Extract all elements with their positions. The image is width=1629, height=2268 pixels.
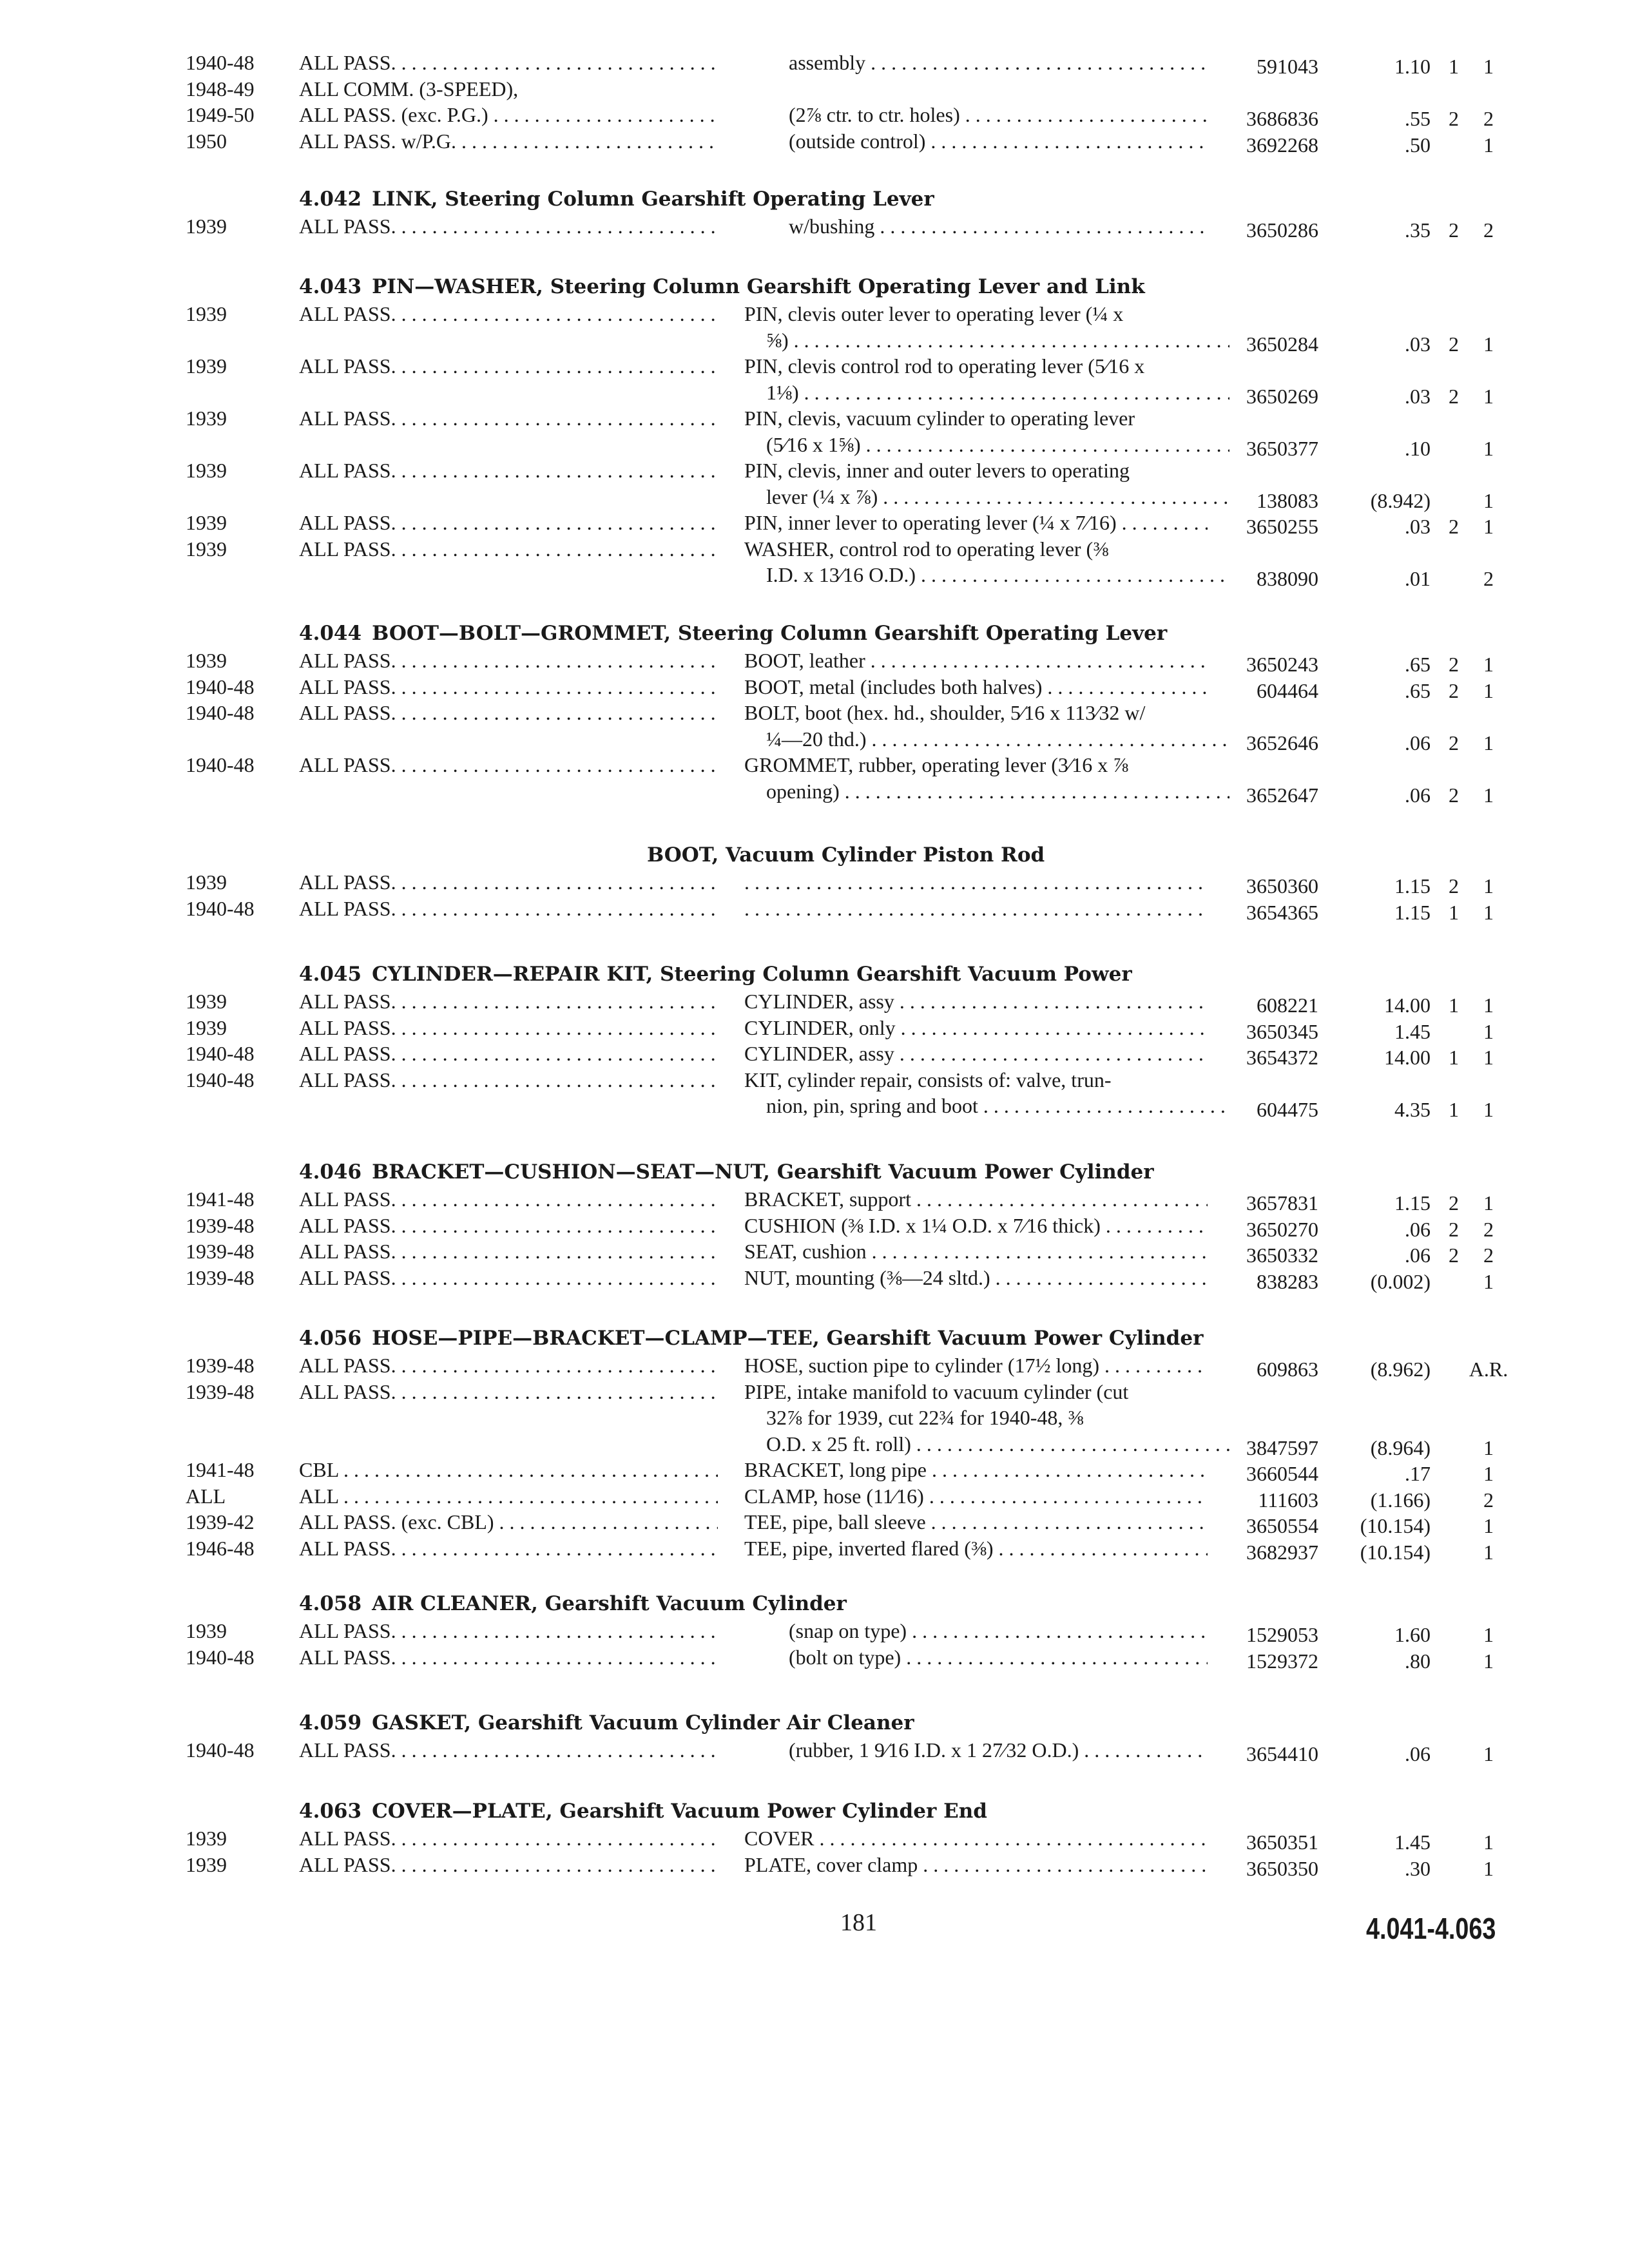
row-model: ALL PASS. . . .	[299, 753, 718, 777]
section-heading	[299, 621, 1167, 646]
row-description: BRACKET, support . . .	[744, 1187, 1208, 1211]
quantity-a: 2	[1449, 678, 1459, 702]
row-year: 1941-48	[186, 1458, 255, 1481]
row-year: 1939	[186, 354, 227, 378]
part-number: 3847597	[1246, 1436, 1318, 1459]
section-title: BOOT—BOLT—GROMMET,	[372, 622, 671, 645]
row-year: 1939-48	[186, 1213, 255, 1237]
row-model: ALL PASS. . . .	[299, 1738, 718, 1762]
row-year: 1950	[186, 129, 227, 153]
quantity-b: 1	[1483, 515, 1494, 538]
section-heading	[299, 1711, 914, 1735]
row-model: ALL PASS. . . .	[299, 1239, 718, 1264]
part-number: 138083	[1257, 488, 1318, 512]
part-number: 3650332	[1246, 1244, 1318, 1267]
row-model: ALL PASS. . . .	[299, 1852, 718, 1877]
row-year: 1939	[186, 1015, 227, 1039]
row-model: ALL PASS. . . .	[299, 1265, 718, 1290]
row-model: ALL PASS. . . .	[299, 675, 718, 699]
part-number: 591043	[1257, 55, 1318, 78]
quantity-a: 1	[1449, 900, 1459, 924]
row-description: BOOT, metal (includes both halves) . . .	[744, 675, 1208, 699]
row-description: PIN, clevis outer lever to operating lever (¼ x	[744, 302, 1124, 325]
row-model: ALL PASS. . . .	[299, 1213, 718, 1238]
row-year: 1949-50	[186, 103, 255, 126]
row-description-cont: ¼—20 thd.) . . .	[766, 727, 1229, 751]
row-year: 1939	[186, 302, 227, 325]
part-number: 3650350	[1246, 1856, 1318, 1880]
row-model: ALL PASS. . . .	[299, 354, 718, 378]
quantity-b: 1	[1483, 1098, 1494, 1121]
row-year: 1940-48	[186, 675, 255, 698]
part-number: 3652646	[1246, 731, 1318, 754]
row-description: BOOT, leather . . .	[744, 648, 1208, 673]
page-number: 181	[840, 1909, 877, 1936]
quantity-b: 1	[1483, 1269, 1494, 1293]
part-number: 3654365	[1246, 900, 1318, 924]
row-model: ALL PASS. . . .	[299, 1353, 718, 1378]
row-model: ALL PASS. (exc. P.G.) . . .	[299, 102, 718, 127]
row-model: ALL PASS. . . .	[299, 302, 718, 326]
list-price: 1.45	[1394, 1019, 1431, 1043]
list-price: .03	[1405, 515, 1431, 538]
section-title: AIR CLEANER,	[372, 1592, 538, 1615]
row-model: ALL PASS. . . .	[299, 989, 718, 1014]
row-description: (bolt on type) . . .	[789, 1645, 1208, 1669]
row-year: 1939	[186, 459, 227, 482]
row-description: HOSE, suction pipe to cylinder (17½ long) . . .	[744, 1353, 1208, 1378]
part-number: 3650286	[1246, 218, 1318, 242]
part-number: 3654372	[1246, 1046, 1318, 1069]
row-description-cont: 1⅛) . . .	[766, 380, 1229, 405]
row-model: ALL COMM. (3-SPEED),	[299, 77, 519, 101]
quantity-b: 1	[1483, 994, 1494, 1017]
section-subtitle: Gearshift Vacuum Cylinder	[545, 1592, 847, 1615]
part-number: 3650351	[1246, 1831, 1318, 1854]
list-price: 14.00	[1384, 994, 1431, 1017]
part-number: 1529372	[1246, 1649, 1318, 1673]
list-price: .80	[1405, 1649, 1431, 1673]
quantity-b: 1	[1483, 1831, 1494, 1854]
quantity-b: 1	[1483, 1046, 1494, 1069]
part-number: 3654410	[1246, 1742, 1318, 1765]
part-number: 838283	[1257, 1269, 1318, 1293]
row-description: assembly . . .	[789, 50, 1208, 75]
list-price: .06	[1405, 783, 1431, 807]
section-heading	[299, 274, 1145, 299]
quantity-a: 2	[1449, 384, 1459, 408]
part-number: 3686836	[1246, 107, 1318, 130]
section-subtitle: Steering Column Gearshift Operating Lever	[677, 622, 1168, 645]
row-model: ALL PASS. . . .	[299, 1068, 718, 1092]
part-number: 609863	[1257, 1358, 1318, 1381]
row-description: w/bushing . . .	[789, 214, 1208, 238]
section-number: 4.044	[299, 622, 362, 645]
row-model: CBL . . .	[299, 1457, 718, 1482]
section-heading	[299, 1799, 987, 1823]
list-price: .55	[1405, 107, 1431, 130]
part-number: 111603	[1258, 1488, 1318, 1512]
section-heading	[299, 187, 934, 211]
section-number: 4.042	[299, 187, 362, 211]
list-price: .01	[1405, 567, 1431, 590]
row-model: ALL PASS. . . .	[299, 1536, 718, 1561]
quantity-a: 2	[1449, 783, 1459, 807]
list-price: .03	[1405, 332, 1431, 356]
list-price: 4.35	[1394, 1098, 1431, 1121]
section-title: HOSE—PIPE—BRACKET—CLAMP—TEE,	[372, 1327, 820, 1350]
quantity-a: 2	[1449, 874, 1459, 898]
list-price: .50	[1405, 133, 1431, 157]
list-price: (8.942)	[1370, 488, 1431, 512]
quantity-b: 1	[1483, 384, 1494, 408]
list-price: 1.45	[1394, 1831, 1431, 1854]
quantity-a: 2	[1449, 107, 1459, 130]
quantity-a: 2	[1449, 731, 1459, 754]
row-year: ALL	[186, 1484, 226, 1508]
list-price: .65	[1405, 678, 1431, 702]
section-number: 4.046	[299, 1160, 362, 1184]
quantity-b: 1	[1483, 1514, 1494, 1537]
part-number: 3650270	[1246, 1217, 1318, 1241]
row-description-cont: (5⁄16 x 1⅝) . . .	[766, 432, 1229, 457]
row-year: 1939	[186, 1852, 227, 1876]
section-number: 4.059	[299, 1711, 362, 1735]
quantity-b: 1	[1483, 1540, 1494, 1564]
row-description-cont: O.D. x 25 ft. roll) . . .	[766, 1432, 1229, 1456]
part-number: 3650269	[1246, 384, 1318, 408]
quantity-b: 1	[1483, 436, 1494, 460]
list-price: 1.15	[1394, 1191, 1431, 1215]
row-year: 1940-48	[186, 51, 255, 74]
section-subtitle: Vacuum Cylinder Piston Rod	[726, 843, 1045, 867]
section-heading	[647, 843, 1045, 867]
row-model: ALL PASS. . . .	[299, 1826, 718, 1850]
part-number: 3650345	[1246, 1019, 1318, 1043]
row-model: ALL PASS. (exc. CBL) . . .	[299, 1510, 718, 1534]
list-price: 1.60	[1394, 1623, 1431, 1646]
row-year: 1939	[186, 407, 227, 430]
row-model: ALL PASS. w/P.G. . . .	[299, 129, 718, 153]
quantity-b: 1	[1483, 1436, 1494, 1459]
quantity-b: 1	[1483, 332, 1494, 356]
part-number: 608221	[1257, 994, 1318, 1017]
row-year: 1939-48	[186, 1240, 255, 1263]
section-subtitle: Gearshift Vacuum Power Cylinder	[776, 1160, 1154, 1184]
row-year: 1939-42	[186, 1510, 255, 1533]
quantity-a: 2	[1449, 653, 1459, 676]
row-description-cont: 32⅞ for 1939, cut 22¾ for 1940-48, ⅜	[766, 1406, 1084, 1429]
row-model: ALL PASS. . . .	[299, 50, 718, 75]
row-model: ALL PASS. . . .	[299, 1619, 718, 1643]
quantity-a: 2	[1449, 515, 1459, 538]
part-number: 604464	[1257, 678, 1318, 702]
section-subtitle: Gearshift Vacuum Power Cylinder End	[559, 1800, 987, 1823]
quantity-b: 1	[1483, 900, 1494, 924]
quantity-b: 1	[1483, 874, 1494, 898]
part-number: 604475	[1257, 1098, 1318, 1121]
quantity-a: 2	[1449, 1191, 1459, 1215]
quantity-a: 1	[1449, 994, 1459, 1017]
row-year: 1946-48	[186, 1536, 255, 1560]
list-price: (1.166)	[1370, 1488, 1431, 1512]
part-number: 3657831	[1246, 1191, 1318, 1215]
row-description-cont: ⅝) . . .	[766, 328, 1229, 352]
section-subtitle: Gearshift Vacuum Cylinder Air Cleaner	[477, 1711, 914, 1735]
row-year: 1940-48	[186, 1068, 255, 1091]
row-description: TEE, pipe, inverted flared (⅜) . . .	[744, 1536, 1208, 1561]
quantity-a: 2	[1449, 1244, 1459, 1267]
section-heading	[299, 1160, 1154, 1184]
quantity-b: 2	[1483, 1488, 1494, 1512]
row-year: 1948-49	[186, 77, 255, 101]
row-description: PIN, clevis, inner and outer levers to operating	[744, 459, 1130, 482]
list-price: 1.10	[1394, 55, 1431, 78]
section-number: 4.058	[299, 1592, 362, 1615]
row-year: 1940-48	[186, 1042, 255, 1065]
row-description: COVER . . .	[744, 1826, 1208, 1850]
row-description: PLATE, cover clamp . . .	[744, 1852, 1208, 1877]
section-number: 4.056	[299, 1327, 362, 1350]
part-number: 3650377	[1246, 436, 1318, 460]
quantity-b: 1	[1483, 678, 1494, 702]
row-model: ALL PASS. . . .	[299, 1015, 718, 1040]
row-description: PIN, clevis, vacuum cylinder to operating lever	[744, 407, 1135, 430]
quantity-b: A.R.	[1469, 1358, 1509, 1381]
quantity-b: 2	[1483, 567, 1494, 590]
row-model: ALL PASS. . . .	[299, 1645, 718, 1669]
section-heading	[299, 1591, 847, 1616]
quantity-b: 1	[1483, 488, 1494, 512]
list-price: .03	[1405, 384, 1431, 408]
section-number: 4.043	[299, 275, 362, 298]
quantity-b: 1	[1483, 1742, 1494, 1765]
part-number: 3650360	[1246, 874, 1318, 898]
section-title: GASKET,	[372, 1711, 472, 1735]
row-model: ALL PASS. . . .	[299, 1187, 718, 1211]
row-model: ALL PASS. . . .	[299, 458, 718, 483]
part-number: 3650255	[1246, 515, 1318, 538]
list-price: (8.962)	[1370, 1358, 1431, 1381]
row-year: 1940-48	[186, 1645, 255, 1669]
quantity-a: 2	[1449, 1217, 1459, 1241]
row-description: CLAMP, hose (11⁄16) . . .	[744, 1484, 1208, 1508]
row-model: ALL PASS. . . .	[299, 870, 718, 894]
row-year: 1940-48	[186, 896, 255, 920]
list-price: (0.002)	[1370, 1269, 1431, 1293]
row-description: (snap on type) . . .	[789, 1619, 1208, 1643]
section-title: BOOT,	[647, 843, 719, 867]
section-heading	[299, 962, 1132, 986]
section-title: BRACKET—CUSHION—SEAT—NUT,	[372, 1160, 770, 1184]
row-model: ALL . . .	[299, 1484, 718, 1508]
quantity-b: 1	[1483, 1623, 1494, 1646]
row-model: ALL PASS. . . .	[299, 1379, 718, 1404]
section-heading	[299, 1326, 1203, 1350]
quantity-b: 1	[1483, 1019, 1494, 1043]
row-description: CUSHION (⅜ I.D. x 1¼ O.D. x 7⁄16 thick) . . .	[744, 1213, 1208, 1238]
section-number: 4.045	[299, 963, 362, 986]
quantity-a: 1	[1449, 1046, 1459, 1069]
row-model: ALL PASS. . . .	[299, 896, 718, 921]
row-description: PIPE, intake manifold to vacuum cylinder (cut	[744, 1379, 1129, 1403]
row-year: 1939	[186, 870, 227, 894]
part-number: 3682937	[1246, 1540, 1318, 1564]
row-year: 1939	[186, 1827, 227, 1850]
list-price: (10.154)	[1360, 1514, 1431, 1537]
row-year: 1939-48	[186, 1379, 255, 1403]
list-price: .35	[1405, 218, 1431, 242]
quantity-b: 1	[1483, 1856, 1494, 1880]
quantity-b: 2	[1483, 1244, 1494, 1267]
row-description: CYLINDER, assy . . .	[744, 1041, 1208, 1066]
section-title: LINK,	[372, 187, 438, 211]
row-description-cont: nion, pin, spring and boot . . .	[766, 1093, 1229, 1118]
row-model: ALL PASS. . . .	[299, 1041, 718, 1066]
part-number: 3650284	[1246, 332, 1318, 356]
part-number: 3660544	[1246, 1462, 1318, 1485]
quantity-b: 1	[1483, 55, 1494, 78]
part-number: 3650243	[1246, 653, 1318, 676]
row-description: NUT, mounting (⅜—24 sltd.) . . .	[744, 1265, 1208, 1290]
row-description: BRACKET, long pipe . . .	[744, 1457, 1208, 1482]
row-description: BOLT, boot (hex. hd., shoulder, 5⁄16 x 113⁄32 w/	[744, 701, 1146, 724]
row-description: SEAT, cushion . . .	[744, 1239, 1208, 1264]
quantity-b: 1	[1483, 1649, 1494, 1673]
quantity-b: 2	[1483, 107, 1494, 130]
row-description: (2⅞ ctr. to ctr. holes) . . .	[789, 102, 1208, 127]
section-title: COVER—PLATE,	[372, 1800, 553, 1823]
row-description: PIN, inner lever to operating lever (¼ x 7⁄16) . . .	[744, 510, 1208, 535]
row-year: 1939	[186, 537, 227, 561]
list-price: .06	[1405, 731, 1431, 754]
list-price: .06	[1405, 1244, 1431, 1267]
quantity-b: 2	[1483, 218, 1494, 242]
section-subtitle: Steering Column Gearshift Operating Lever and Link	[550, 275, 1145, 298]
list-price: 14.00	[1384, 1046, 1431, 1069]
row-description-cont: I.D. x 13⁄16 O.D.) . . .	[766, 562, 1229, 587]
list-price: (10.154)	[1360, 1540, 1431, 1564]
row-description	[744, 896, 1208, 921]
row-model: ALL PASS. . . .	[299, 510, 718, 535]
list-price: .17	[1405, 1462, 1431, 1485]
list-price: .10	[1405, 436, 1431, 460]
quantity-b: 1	[1483, 783, 1494, 807]
row-model: ALL PASS. . . .	[299, 648, 718, 673]
list-price: .30	[1405, 1856, 1431, 1880]
row-description: KIT, cylinder repair, consists of: valve, trun-	[744, 1068, 1112, 1091]
row-description: WASHER, control rod to operating lever (⅜	[744, 537, 1109, 561]
row-description: GROMMET, rubber, operating lever (3⁄16 x ⅞	[744, 753, 1129, 776]
quantity-b: 1	[1483, 1462, 1494, 1485]
section-title: PIN—WASHER,	[372, 275, 543, 298]
row-year: 1940-48	[186, 1738, 255, 1762]
row-description: CYLINDER, only . . .	[744, 1015, 1208, 1040]
row-year: 1939	[186, 1619, 227, 1642]
quantity-a: 1	[1449, 1098, 1459, 1121]
row-year: 1939-48	[186, 1265, 255, 1289]
row-description: CYLINDER, assy . . .	[744, 989, 1208, 1014]
quantity-b: 2	[1483, 1217, 1494, 1241]
part-number: 3652647	[1246, 783, 1318, 807]
row-model: ALL PASS. . . .	[299, 700, 718, 725]
row-description: (outside control) . . .	[789, 129, 1208, 153]
row-year: 1939	[186, 649, 227, 672]
section-title: CYLINDER—REPAIR KIT,	[372, 963, 653, 986]
quantity-b: 1	[1483, 653, 1494, 676]
row-year: 1940-48	[186, 701, 255, 724]
section-subtitle: Steering Column Gearshift Operating Lever	[445, 187, 934, 211]
section-subtitle: Steering Column Gearshift Vacuum Power	[660, 963, 1132, 986]
row-year: 1941-48	[186, 1187, 255, 1211]
part-number: 838090	[1257, 567, 1318, 590]
row-year: 1939-48	[186, 1354, 255, 1377]
row-year: 1940-48	[186, 753, 255, 776]
page-section-range: 4.041-4.063	[1366, 1912, 1496, 1945]
row-description: (rubber, 1 9⁄16 I.D. x 1 27⁄32 O.D.) . . .	[789, 1738, 1208, 1762]
row-description	[744, 870, 1208, 894]
section-number: 4.063	[299, 1800, 362, 1823]
quantity-b: 1	[1483, 731, 1494, 754]
row-year: 1939	[186, 215, 227, 238]
row-description-cont: opening) . . .	[766, 779, 1229, 803]
row-description: TEE, pipe, ball sleeve . . .	[744, 1510, 1208, 1534]
part-number: 1529053	[1246, 1623, 1318, 1646]
list-price: .06	[1405, 1217, 1431, 1241]
quantity-a: 2	[1449, 218, 1459, 242]
row-year: 1939	[186, 990, 227, 1013]
list-price: (8.964)	[1370, 1436, 1431, 1459]
quantity-b: 1	[1483, 1191, 1494, 1215]
list-price: .06	[1405, 1742, 1431, 1765]
list-price: 1.15	[1394, 874, 1431, 898]
part-number: 3650554	[1246, 1514, 1318, 1537]
quantity-b: 1	[1483, 133, 1494, 157]
row-year: 1939	[186, 511, 227, 534]
part-number: 3692268	[1246, 133, 1318, 157]
quantity-a: 2	[1449, 332, 1459, 356]
row-description-cont: lever (¼ x ⅞) . . .	[766, 485, 1229, 509]
row-description: PIN, clevis control rod to operating lever (5⁄16 x	[744, 354, 1145, 378]
list-price: .65	[1405, 653, 1431, 676]
row-model: ALL PASS. . . .	[299, 537, 718, 561]
row-model: ALL PASS. . . .	[299, 406, 718, 430]
row-model: ALL PASS. . . .	[299, 214, 718, 238]
list-price: 1.15	[1394, 900, 1431, 924]
section-subtitle: Gearshift Vacuum Power Cylinder	[826, 1327, 1204, 1350]
quantity-a: 1	[1449, 55, 1459, 78]
